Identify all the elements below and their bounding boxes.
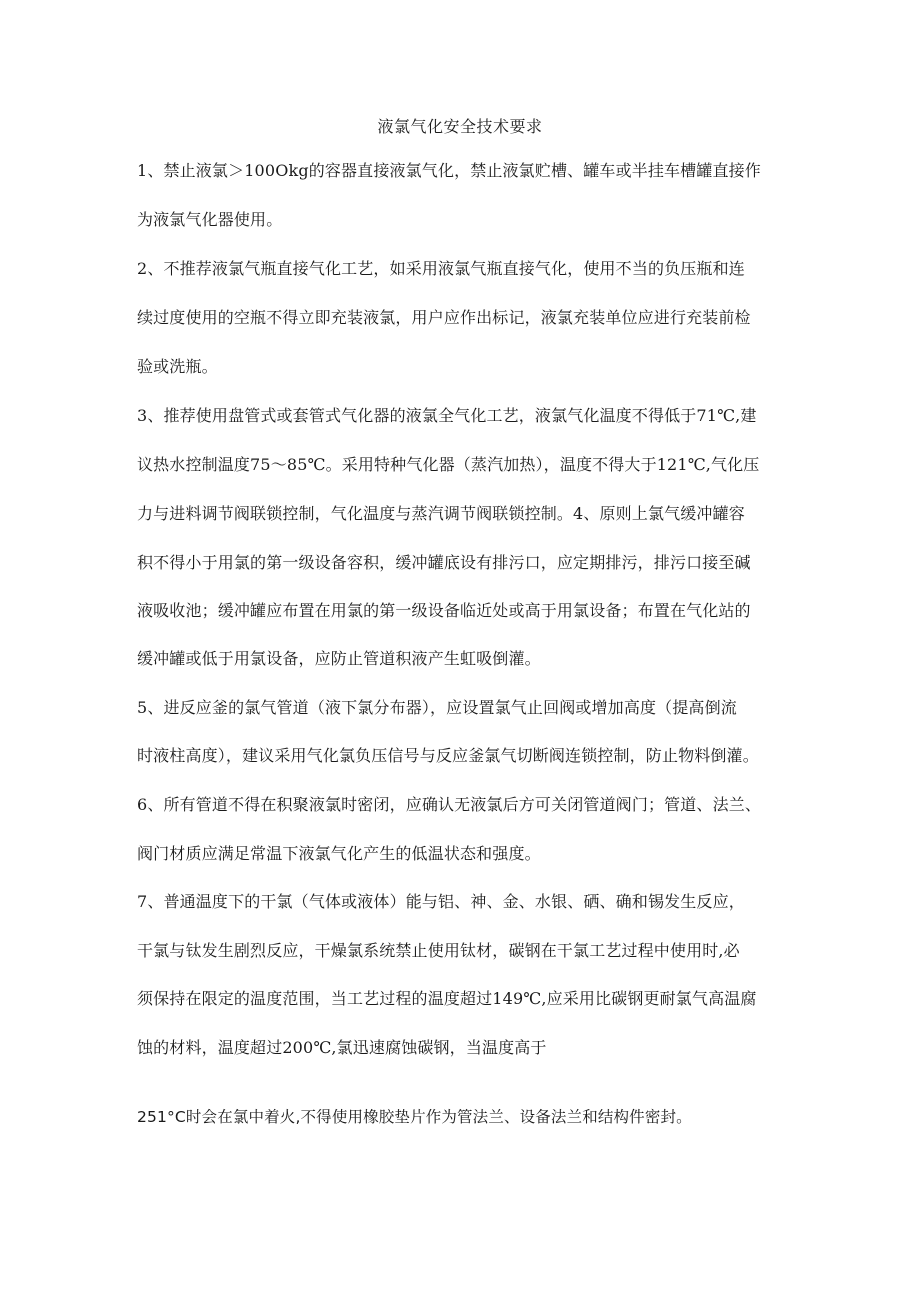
text-line: 蚀的材料，温度超过200℃,氯迅速腐蚀碳钢，当温度高于 xyxy=(137,1038,547,1057)
text-line: 6、所有管道不得在积聚液氯时密闭，应确认无液氯后方可关闭管道阀门；管道、法兰、 xyxy=(137,795,762,814)
text-line: 力与进料调节阀联锁控制，气化温度与蒸汽调节阀联锁控制。4、原则上氯气缓冲罐容 xyxy=(137,504,745,523)
text-line: 2、不推荐液氯气瓶直接气化工艺，如采用液氯气瓶直接气化，使用不当的负压瓶和连 xyxy=(137,259,745,278)
text-line: 7、普通温度下的干氯（气体或液体）能与铝、神、金、水银、硒、确和锡发生反应， xyxy=(137,892,745,911)
text-line: 验或洗瓶。 xyxy=(137,357,218,376)
text-line: 251°C时会在氯中着火,不得使用橡胶垫片作为管法兰、设备法兰和结构件密封。 xyxy=(137,1108,692,1126)
text-line: 时液柱高度），建议采用气化氯负压信号与反应釜氯气切断阀连锁控制，防止物料倒灌。 xyxy=(137,746,759,765)
text-line: 须保持在限定的温度范围，当工艺过程的温度超过149℃,应采用比碳钢更耐氯气高温腐 xyxy=(137,989,757,1008)
text-line: 1、禁止液氯＞100Okg的容器直接液氯气化，禁止液氯贮槽、罐车或半挂车槽罐直接作 xyxy=(137,161,761,180)
text-line: 续过度使用的空瓶不得立即充装液氯，用户应作出标记，液氯充装单位应进行充装前检 xyxy=(137,308,751,327)
text-line: 缓冲罐或低于用氯设备，应防止管道积液产生虹吸倒灌。 xyxy=(137,649,541,668)
text-line: 为液氯气化器使用。 xyxy=(137,210,283,229)
text-line: 5、进反应釜的氯气管道（液下氯分布器），应设置氯气止回阀或增加高度（提高倒流 xyxy=(137,698,737,717)
text-line: 液吸收池；缓冲罐应布置在用氯的第一级设备临近处或高于用氯设备；布置在气化站的 xyxy=(137,601,751,620)
text-line: 3、推荐使用盘管式或套管式气化器的液氯全气化工艺，液氯气化温度不得低于71℃,建 xyxy=(137,406,757,425)
text-line: 干氯与钛发生剧烈反应，干燥氯系统禁止使用钛材，碳钢在干氯工艺过程中使用时,必 xyxy=(137,941,740,960)
document-title: 液氯气化安全技术要求 xyxy=(377,117,543,136)
text-line: 阀门材质应满足常温下液氯气化产生的低温状态和强度。 xyxy=(137,844,541,863)
text-line: 积不得小于用氯的第一级设备容积，缓冲罐底设有排污口，应定期排污，排污口接至碱 xyxy=(137,553,751,572)
text-line: 议热水控制温度75～85℃。采用特种气化器（蒸汽加热），温度不得大于121℃,气化压 xyxy=(137,455,760,474)
